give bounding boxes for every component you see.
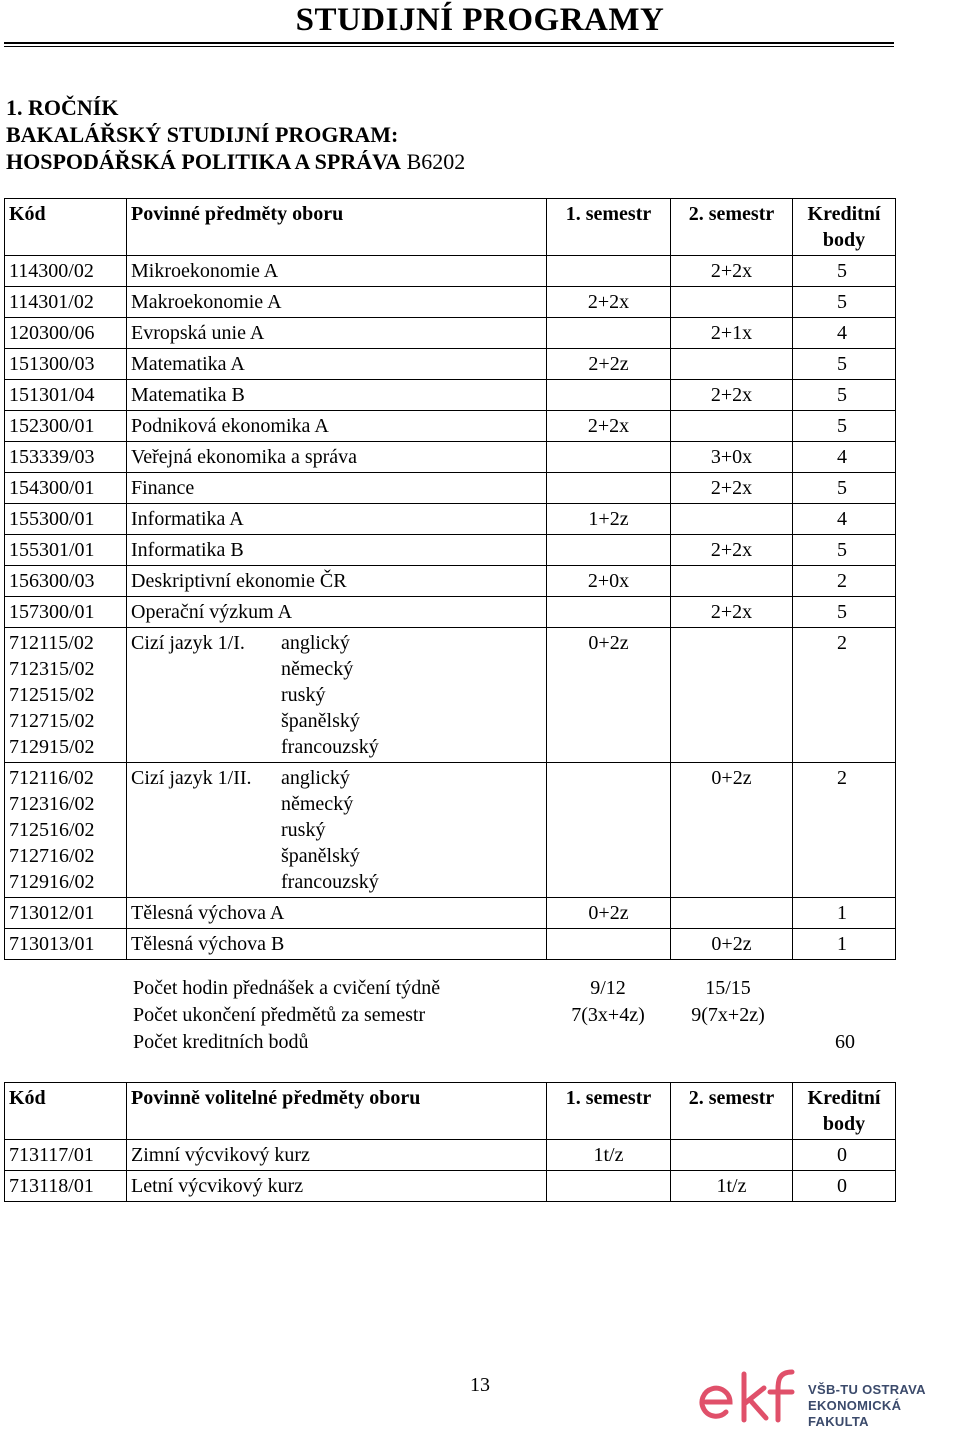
sem1-cell: 2+0x <box>547 566 671 597</box>
code-cell: 713117/01 <box>5 1140 127 1171</box>
table-header-row <box>5 1083 896 1140</box>
table-body <box>5 1140 896 1202</box>
table-row <box>5 566 896 597</box>
code-cell: 712316/02 <box>9 793 95 815</box>
language-1-course <box>127 628 547 763</box>
sem1-cell <box>547 535 671 566</box>
exams-label: Počet ukončení předmětů za semestr <box>133 1004 426 1026</box>
code-cell: 155301/01 <box>5 535 127 566</box>
language-1-codes <box>5 628 127 763</box>
sem2-cell: 2+2x <box>671 597 793 628</box>
code-cell: 157300/01 <box>5 597 127 628</box>
code-cell: 120300/06 <box>5 318 127 349</box>
faculty-logo <box>696 1368 956 1429</box>
credits-total: 60 <box>835 1031 855 1053</box>
sem1-cell: 0+2z <box>547 898 671 929</box>
page-title: STUDIJNÍ PROGRAMY <box>295 2 665 38</box>
table-row-language-2 <box>5 763 896 898</box>
code-cell: 713118/01 <box>5 1171 127 1202</box>
language-option: anglický <box>281 767 350 789</box>
logo-line-1: VŠB-TU OSTRAVA <box>808 1382 926 1397</box>
sem1-cell: 1t/z <box>547 1140 671 1171</box>
hours-sem1: 9/12 <box>590 977 626 999</box>
table-body-end <box>5 898 896 960</box>
course-name-cell: Matematika B <box>127 380 547 411</box>
summary-exams-row <box>133 1002 893 1029</box>
sem1-cell <box>547 318 671 349</box>
col-credits-header: Kreditní body <box>793 1083 896 1140</box>
language-option: německý <box>281 793 354 815</box>
logo-line-2: EKONOMICKÁ FAKULTA <box>808 1398 902 1429</box>
course-name-cell: Tělesná výchova B <box>127 929 547 960</box>
language-option: španělský <box>281 710 360 732</box>
course-name-cell: Finance <box>127 473 547 504</box>
sem2-cell <box>671 1140 793 1171</box>
ekf-logo-icon <box>696 1368 806 1424</box>
sem2-cell: 0+2z <box>671 763 793 898</box>
language-course-label: Cizí jazyk 1/I. <box>131 632 245 654</box>
title-rule <box>4 42 894 47</box>
code-cell: 712515/02 <box>9 684 95 706</box>
sem2-cell: 1t/z <box>671 1171 793 1202</box>
code-cell: 151300/03 <box>5 349 127 380</box>
sem2-cell <box>671 566 793 597</box>
credits-cell: 0 <box>793 1171 896 1202</box>
table-row <box>5 929 896 960</box>
course-name-cell: Informatika B <box>127 535 547 566</box>
program-name-line <box>6 148 465 175</box>
mandatory-courses-table <box>4 198 896 960</box>
table-row <box>5 411 896 442</box>
sem2-cell: 2+2x <box>671 473 793 504</box>
course-name-cell: Operační výzkum A <box>127 597 547 628</box>
language-course-label: Cizí jazyk 1/II. <box>131 767 252 789</box>
sem2-cell <box>671 411 793 442</box>
credits-cell: 4 <box>793 504 896 535</box>
credits-cell: 5 <box>793 380 896 411</box>
col-sem2-header: 2. semestr <box>671 199 793 256</box>
table-body <box>5 256 896 628</box>
code-cell: 154300/01 <box>5 473 127 504</box>
sem2-cell: 2+2x <box>671 535 793 566</box>
language-option: ruský <box>281 819 326 841</box>
code-cell: 152300/01 <box>5 411 127 442</box>
sem1-cell <box>547 1171 671 1202</box>
code-cell: 114300/02 <box>5 256 127 287</box>
sem2-cell: 2+2x <box>671 380 793 411</box>
language-option: španělský <box>281 845 360 867</box>
course-name-cell: Tělesná výchova A <box>127 898 547 929</box>
sem1-cell: 2+2z <box>547 349 671 380</box>
credits-cell: 2 <box>793 628 896 763</box>
summary-credits-row <box>133 1029 893 1056</box>
credits-cell: 2 <box>793 566 896 597</box>
page-number: 13 <box>470 1374 490 1396</box>
sem1-cell: 2+2x <box>547 287 671 318</box>
credits-cell: 5 <box>793 535 896 566</box>
course-name-cell: Matematika A <box>127 349 547 380</box>
language-option: německý <box>281 658 354 680</box>
logo-text <box>808 1382 956 1430</box>
credits-cell: 4 <box>793 442 896 473</box>
sem1-cell <box>547 473 671 504</box>
sem1-cell <box>547 256 671 287</box>
language-2-codes <box>5 763 127 898</box>
col-code-header: Kód <box>5 1083 127 1140</box>
language-2-course <box>127 763 547 898</box>
code-cell: 156300/03 <box>5 566 127 597</box>
code-cell: 713013/01 <box>5 929 127 960</box>
table-row <box>5 256 896 287</box>
col-sem2-header: 2. semestr <box>671 1083 793 1140</box>
col-credits-header: Kreditní body <box>793 199 896 256</box>
hours-label: Počet hodin přednášek a cvičení týdně <box>133 977 441 999</box>
course-name-cell: Podniková ekonomika A <box>127 411 547 442</box>
sem2-cell <box>671 349 793 380</box>
sem2-cell: 2+2x <box>671 256 793 287</box>
summary-block <box>133 975 893 1056</box>
code-cell: 712715/02 <box>9 710 95 732</box>
table-row <box>5 287 896 318</box>
table-row <box>5 318 896 349</box>
col-sem1-header: 1. semestr <box>547 1083 671 1140</box>
sem1-cell: 2+2x <box>547 411 671 442</box>
code-cell: 712116/02 <box>9 767 94 789</box>
table-row <box>5 535 896 566</box>
credits-cell: 2 <box>793 763 896 898</box>
credits-cell: 5 <box>793 597 896 628</box>
credits-cell: 1 <box>793 898 896 929</box>
table-row <box>5 380 896 411</box>
table-row <box>5 504 896 535</box>
code-cell: 712916/02 <box>9 871 95 893</box>
col-sem1-header: 1. semestr <box>547 199 671 256</box>
code-cell: 712915/02 <box>9 736 95 758</box>
sem2-cell <box>671 287 793 318</box>
exams-sem1: 7(3x+4z) <box>571 1004 645 1026</box>
code-cell: 155300/01 <box>5 504 127 535</box>
sem2-cell <box>671 898 793 929</box>
sem1-cell <box>547 763 671 898</box>
year-label: 1. ROČNÍK <box>6 95 119 120</box>
table-row <box>5 1171 896 1202</box>
sem2-cell: 3+0x <box>671 442 793 473</box>
summary-hours-row <box>133 975 893 1002</box>
program-header <box>6 94 465 175</box>
sem1-cell <box>547 442 671 473</box>
credits-cell: 0 <box>793 1140 896 1171</box>
code-cell: 712516/02 <box>9 819 95 841</box>
language-option: francouzský <box>281 736 379 758</box>
language-option: francouzský <box>281 871 379 893</box>
table-row <box>5 349 896 380</box>
code-cell: 712315/02 <box>9 658 95 680</box>
sem1-cell <box>547 929 671 960</box>
course-name-cell: Letní výcvikový kurz <box>127 1171 547 1202</box>
course-name-cell: Evropská unie A <box>127 318 547 349</box>
credits-cell: 4 <box>793 318 896 349</box>
code-cell: 712716/02 <box>9 845 95 867</box>
code-cell: 712115/02 <box>9 632 94 654</box>
table-row-language-1 <box>5 628 896 763</box>
program-type: BAKALÁŘSKÝ STUDIJNÍ PROGRAM: <box>6 122 399 147</box>
course-name-cell: Informatika A <box>127 504 547 535</box>
sem2-cell <box>671 504 793 535</box>
table-row <box>5 442 896 473</box>
credits-cell: 5 <box>793 287 896 318</box>
table-header-row <box>5 199 896 256</box>
col-course-header: Povinně volitelné předměty oboru <box>127 1083 547 1140</box>
code-cell: 114301/02 <box>5 287 127 318</box>
col-course-header: Povinné předměty oboru <box>127 199 547 256</box>
sem1-cell: 0+2z <box>547 628 671 763</box>
code-cell: 713012/01 <box>5 898 127 929</box>
program-name: HOSPODÁŘSKÁ POLITIKA A SPRÁVA <box>6 149 402 174</box>
table-row <box>5 597 896 628</box>
language-option: anglický <box>281 632 350 654</box>
credits-cell: 1 <box>793 929 896 960</box>
credits-cell: 5 <box>793 411 896 442</box>
course-name-cell: Zimní výcvikový kurz <box>127 1140 547 1171</box>
table-row <box>5 898 896 929</box>
course-name-cell: Mikroekonomie A <box>127 256 547 287</box>
code-cell: 153339/03 <box>5 442 127 473</box>
credits-cell: 5 <box>793 473 896 504</box>
table-row <box>5 1140 896 1171</box>
elective-courses-table <box>4 1082 896 1202</box>
sem1-cell <box>547 597 671 628</box>
credits-cell: 5 <box>793 256 896 287</box>
course-name-cell: Makroekonomie A <box>127 287 547 318</box>
exams-sem2: 9(7x+2z) <box>691 1004 765 1026</box>
hours-sem2: 15/15 <box>705 977 751 999</box>
col-code-header: Kód <box>5 199 127 256</box>
sem2-cell: 0+2z <box>671 929 793 960</box>
course-name-cell: Veřejná ekonomika a správa <box>127 442 547 473</box>
course-name-cell: Deskriptivní ekonomie ČR <box>127 566 547 597</box>
sem1-cell <box>547 380 671 411</box>
table-row <box>5 473 896 504</box>
sem2-cell <box>671 628 793 763</box>
sem2-cell: 2+1x <box>671 318 793 349</box>
credits-cell: 5 <box>793 349 896 380</box>
language-option: ruský <box>281 684 326 706</box>
sem1-cell: 1+2z <box>547 504 671 535</box>
program-code: B6202 <box>406 149 466 174</box>
credits-label: Počet kreditních bodů <box>133 1031 309 1053</box>
code-cell: 151301/04 <box>5 380 127 411</box>
